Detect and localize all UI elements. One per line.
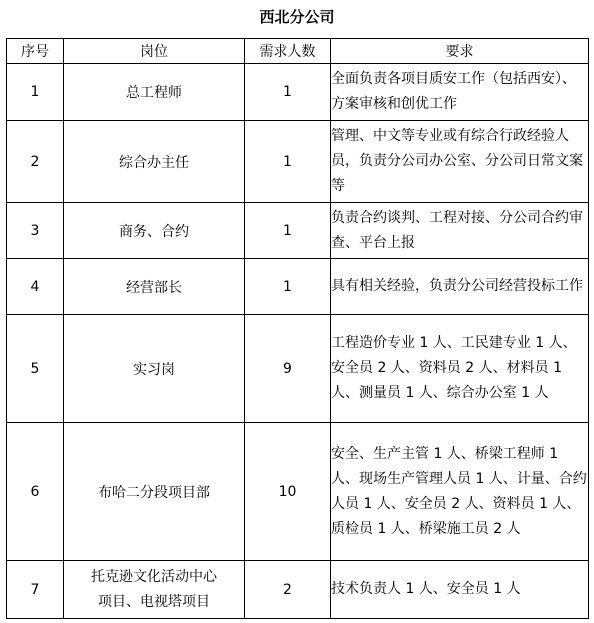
row-no: 4 (7, 259, 64, 315)
row-position-line: 托克逊文化活动中心 (91, 568, 217, 585)
row-position: 实习岗 (64, 315, 245, 423)
row-count: 9 (245, 315, 331, 423)
header-position: 岗位 (64, 39, 245, 64)
table-row (7, 259, 589, 315)
row-no: 3 (7, 203, 64, 259)
table-row (7, 203, 589, 259)
row-requirement: 技术负责人 1 人、安全员 1 人 (331, 561, 589, 619)
row-count: 1 (245, 259, 331, 315)
row-no: 5 (7, 315, 64, 423)
table-row (7, 423, 589, 561)
table-row (7, 315, 589, 423)
row-count: 1 (245, 203, 331, 259)
row-position: 综合办主任 (64, 121, 245, 203)
table-row (7, 64, 589, 121)
page-title: 西北分公司 (259, 8, 335, 26)
row-requirement: 负责合约谈判、工程对接、分公司合约审查、平台上报 (331, 203, 589, 259)
row-position: 布哈二分段项目部 (64, 423, 245, 561)
table-row (7, 121, 589, 203)
row-count: 1 (245, 121, 331, 203)
row-no: 1 (7, 64, 64, 121)
row-no: 2 (7, 121, 64, 203)
row-position: 商务、合约 (64, 203, 245, 259)
row-count: 10 (245, 423, 331, 561)
table-row (7, 561, 589, 619)
row-position (64, 561, 245, 619)
row-count: 1 (245, 64, 331, 121)
row-requirement: 安全、生产主管 1 人、桥梁工程师 1 人、现场生产管理人员 1 人、计量、合约人员 1 人、安全员 2 人、资料员 1 人、质检员 1 人、桥梁施工员 2 人 (331, 423, 589, 561)
row-count: 2 (245, 561, 331, 619)
row-no: 6 (7, 423, 64, 561)
row-requirement: 具有相关经验，负责分公司经营投标工作 (331, 259, 589, 315)
table-header-row (7, 39, 589, 64)
row-position-line: 项目、电视塔项目 (98, 593, 210, 610)
row-requirement: 工程造价专业 1 人、工民建专业 1 人、安全员 2 人、资料员 2 人、材料员 1 人、测量员 1 人、综合办公室 1 人 (331, 315, 589, 423)
row-requirement: 管理、中文等专业或有综合行政经验人员，负责分公司办公室、分公司日常文案等 (331, 121, 589, 203)
row-position: 经营部长 (64, 259, 245, 315)
header-no: 序号 (7, 39, 64, 64)
row-requirement: 全面负责各项目质安工作（包括西安）、方案审核和创优工作 (331, 64, 589, 121)
row-position: 总工程师 (64, 64, 245, 121)
header-count: 需求人数 (245, 39, 331, 64)
header-requirement: 要求 (331, 39, 589, 64)
recruitment-table (6, 38, 589, 619)
row-no: 7 (7, 561, 64, 619)
